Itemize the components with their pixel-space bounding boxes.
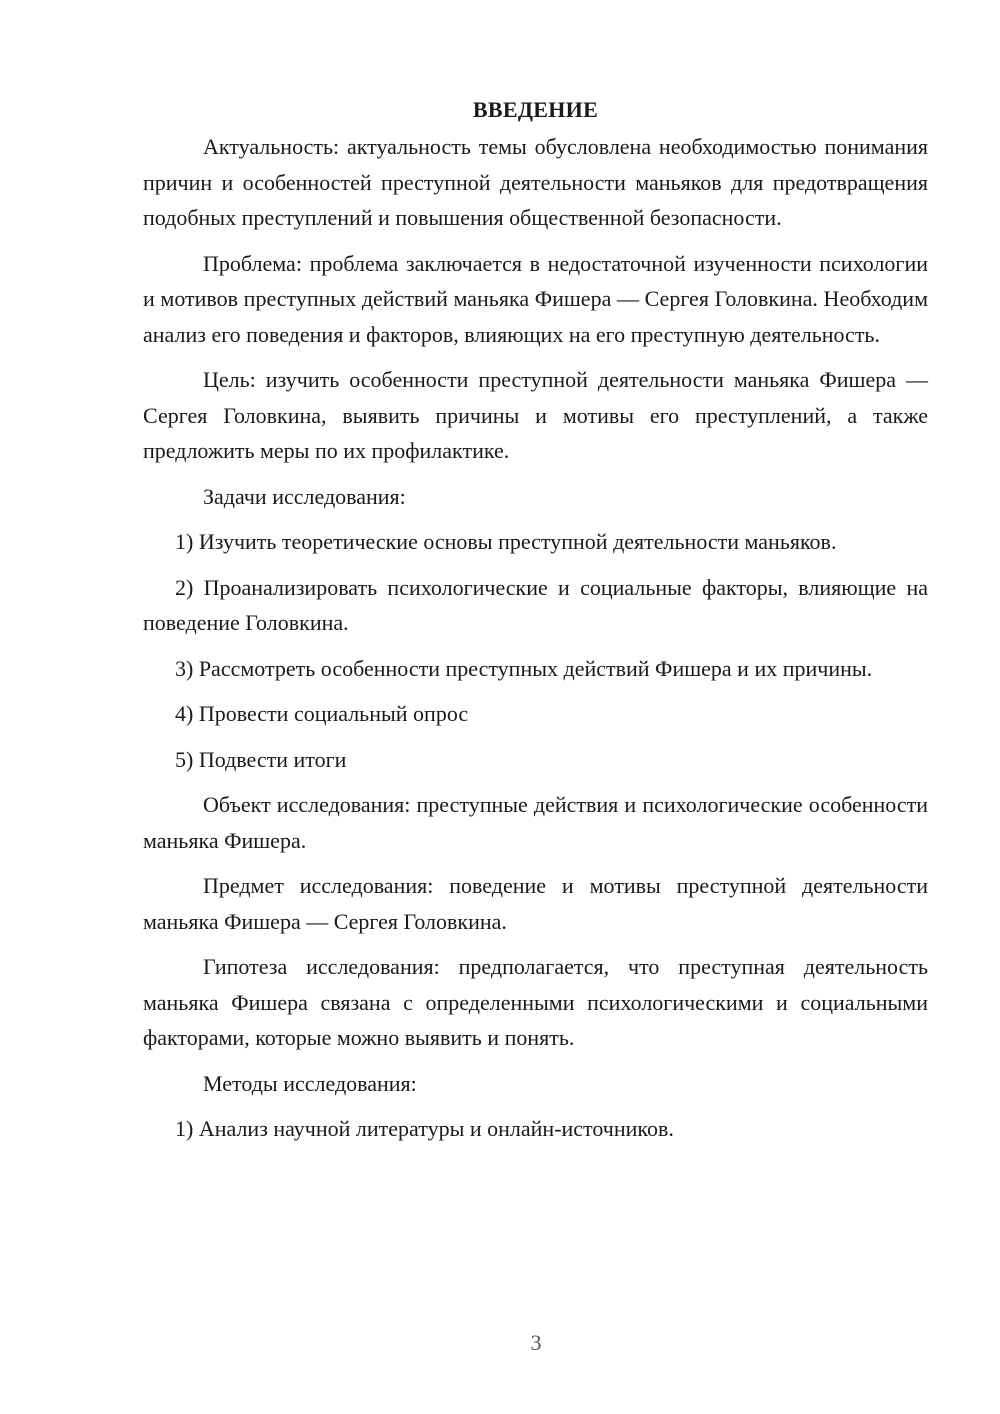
task-item: 5) Подвести итоги [175, 746, 347, 772]
page-number: 3 [530, 1330, 542, 1355]
task-item: 2) Проанализировать психологические и социальные факторы, влияющие на поведение Головкина. [143, 574, 928, 635]
paragraph-hypothesis: Гипотеза исследования: предполагается, что преступная деятельность маньяка Фишера связана с определенными психологическими и социальными факторами, которые можно выявить и понять. [143, 954, 928, 1050]
paragraph-object: Объект исследования: преступные действия и психологические особенности маньяка Фишера. [143, 792, 928, 853]
paragraph-goal: Цель: изучить особенности преступной деятельности маньяка Фишера — Сергея Головкина, выявить причины и мотивы его преступлений, а также предложить меры по их профилактике. [143, 367, 928, 463]
paragraph-methods-heading: Методы исследования: [203, 1070, 417, 1096]
page-content [143, 92, 928, 1157]
task-item: 4) Провести социальный опрос [175, 701, 469, 726]
paragraph-tasks-heading: Задачи исследования: [203, 483, 406, 509]
task-item: 1) Изучить теоретические основы преступной деятельности маньяков. [175, 529, 837, 554]
paragraph-problem: Проблема: проблема заключается в недостаточной изученности психологии и мотивов преступных действий маньяка Фишера — Сергея Головкина. Необходим анализ его поведения и факторов, влияющих на его преступную деятельность. [143, 250, 928, 347]
task-item: 3) Рассмотреть особенности преступных действий Фишера и их причины. [175, 655, 873, 681]
method-item: 1) Анализ научной литературы и онлайн-источников. [175, 1116, 674, 1141]
page-title: ВВЕДЕНИЕ [472, 97, 599, 122]
paragraph-relevance: Актуальность: актуальность темы обусловлена необходимостью понимания причин и особенностей преступной деятельности маньяков для предотвращения подобных преступлений и повышения общественной безопасности. [143, 134, 928, 230]
paragraph-subject: Предмет исследования: поведение и мотивы преступной деятельности маньяка Фишера — Сергея Головкина. [143, 873, 928, 934]
